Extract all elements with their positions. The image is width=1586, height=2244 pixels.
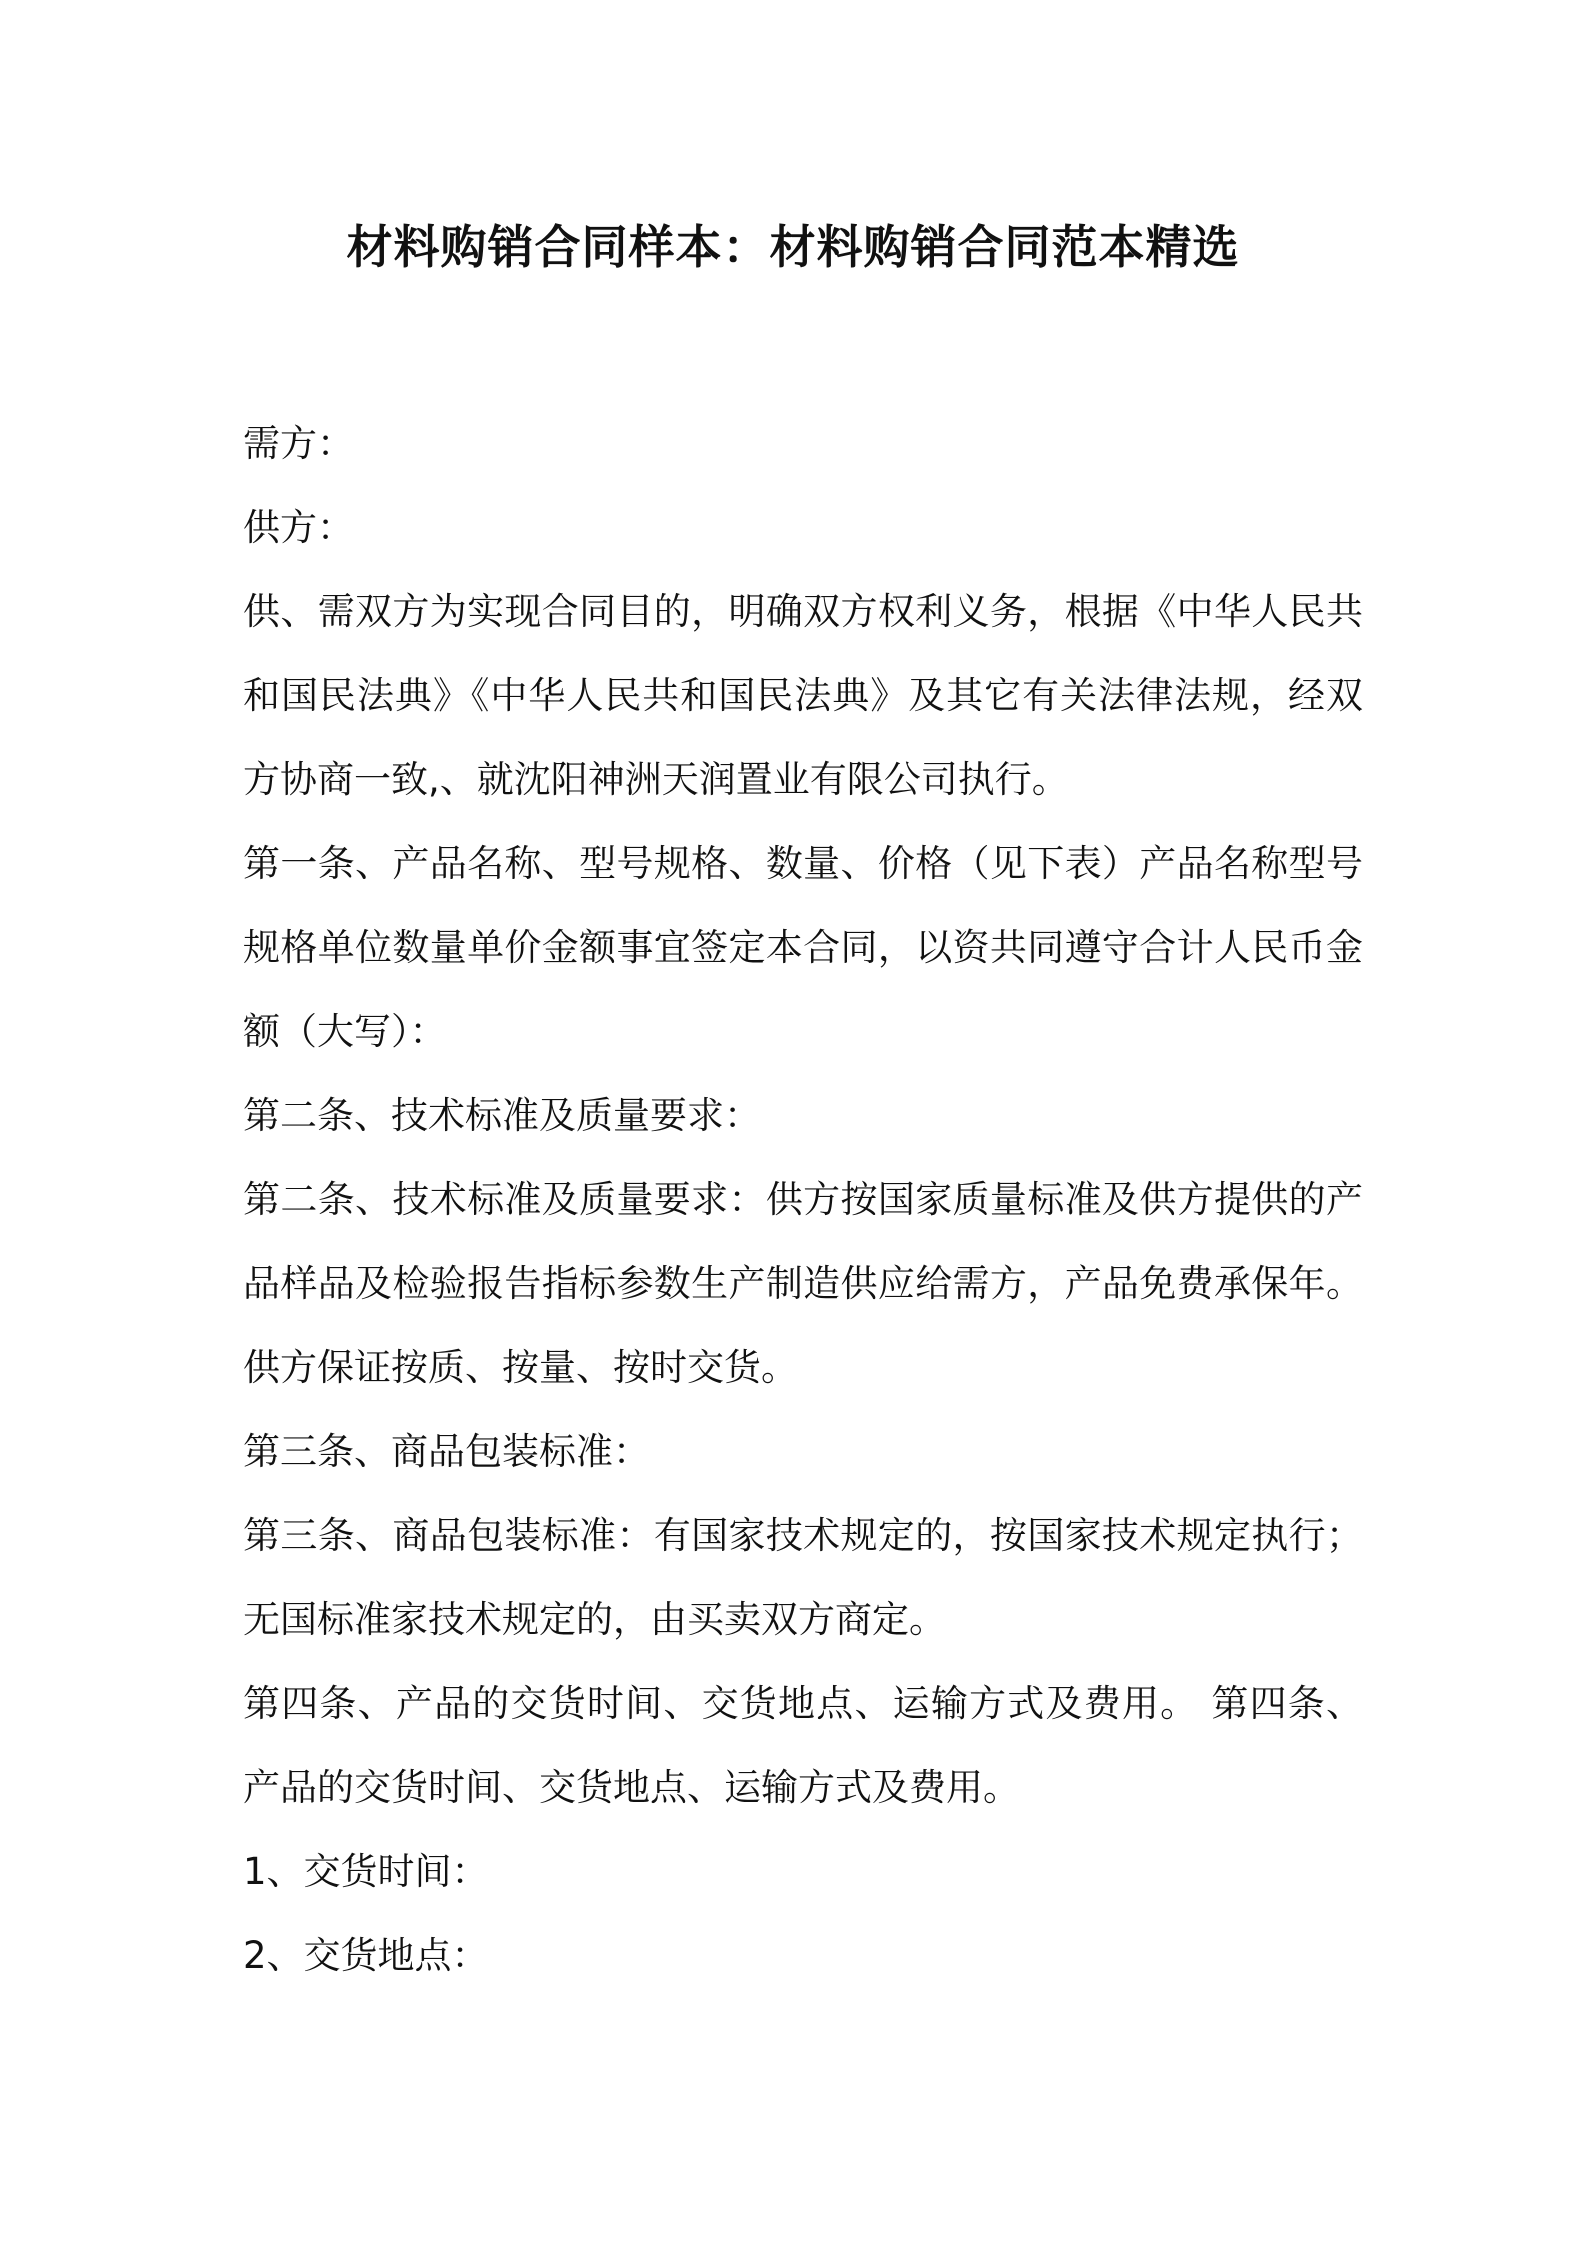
article-3-paragraph: 第三条、商品包装标准：有国家技术规定的，按国家技术规定执行；无国标准家技术规定的，由买卖双方商定。: [243, 1514, 1363, 1641]
preamble-paragraph: 供、需双方为实现合同目的，明确双方权利义务，根据《中华人民共和国民法典》《中华人民共和国民法典》及其它有关法律法规，经双方协商一致,、就沈阳神洲天润置业有限公司执行。: [243, 590, 1363, 801]
article-1-paragraph: 第一条、产品名称、型号规格、数量、价格（见下表）产品名称型号规格单位数量单价金额事宜签定本合同，以资共同遵守合计人民币金额（大写）：: [243, 842, 1363, 1053]
article-2-heading: 第二条、技术标准及质量要求：: [243, 1094, 761, 1137]
article-4-paragraph: 第四条、产品的交货时间、交货地点、运输方式及费用。 第四条、产品的交货时间、交货地点、运输方式及费用。: [243, 1682, 1363, 1809]
buyer-line: 需方：: [243, 422, 354, 465]
article-2-paragraph: 第二条、技术标准及质量要求：供方按国家质量标准及供方提供的产品样品及检验报告指标参数生产制造供应给需方，产品免费承保年。供方保证按质、按量、按时交货。: [243, 1178, 1363, 1389]
supplier-line: 供方：: [243, 506, 354, 549]
delivery-time-line: 1、交货时间：: [243, 1850, 489, 1893]
article-3-heading: 第三条、商品包装标准：: [243, 1430, 650, 1473]
document-body: [243, 402, 1363, 1998]
document-title: 材料购销合同样本：材料购销合同范本精选: [346, 220, 1240, 274]
delivery-place-line: 2、交货地点：: [243, 1934, 489, 1977]
